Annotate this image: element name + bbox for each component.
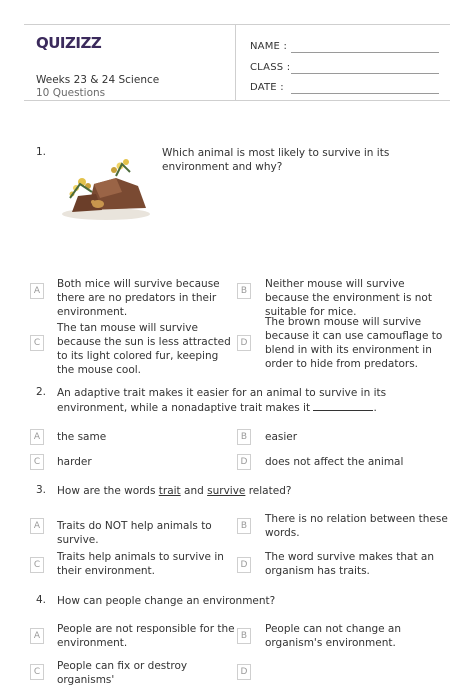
option-a-box[interactable]: A [30,283,44,299]
option-a-text: Traits do NOT help animals to survive. [57,520,212,546]
option-b-box[interactable]: B [237,429,251,445]
option-b-box[interactable]: B [237,628,251,644]
option-a-text: Both mice will survive because there are no predators in their environment. [57,278,220,318]
option-c-box[interactable]: C [30,335,44,351]
option-d-text: does not affect the animal [265,456,404,468]
option-a-box[interactable]: A [30,518,44,534]
class-field[interactable] [291,73,439,74]
underlined-word: survive [207,485,246,497]
option-d-box[interactable]: D [237,664,251,680]
header-divider [235,24,236,100]
option-b-box[interactable]: B [237,518,251,534]
option-c-text: Traits help animals to survive in their environment. [57,551,224,577]
option-a-text: the same [57,431,107,443]
mice-on-rocks-illustration [58,148,154,224]
name-label: NAME : [250,41,288,52]
option-d-box[interactable]: D [237,557,251,573]
question-text: How can people change an environment? [57,595,276,607]
option-d-box[interactable]: D [237,335,251,351]
option-b-text: People can not change an organism's environment. [265,623,402,649]
header-bottom-rule [24,100,450,101]
question-text: Which animal is most likely to survive in its environment and why? [162,147,390,173]
option-c-box[interactable]: C [30,454,44,470]
option-a-box[interactable]: A [30,628,44,644]
answer-blank [313,400,373,411]
name-field[interactable] [291,52,439,53]
date-field[interactable] [291,93,439,94]
option-c-text: The tan mouse will survive because the sun is less attracted to its light colored fur, keeping the mouse cool. [57,322,231,376]
option-c-box[interactable]: C [30,557,44,573]
quizizz-logo: QUIZIZZ [36,34,102,52]
option-c-text: harder [57,456,92,468]
option-a-text: People are not responsible for the environment. [57,623,235,649]
option-d-box[interactable]: D [237,454,251,470]
option-c-box[interactable]: C [30,664,44,680]
question-text: An adaptive trait makes it easier for an animal to survive in its environment, while a nonadaptive trait makes it . [57,387,387,414]
option-b-box[interactable]: B [237,283,251,299]
option-d-text: The word survive makes that an organism has traits. [265,551,434,577]
option-a-box[interactable]: A [30,429,44,445]
class-label: CLASS : [250,62,291,73]
question-text: How are the words trait and survive related? [57,485,292,497]
question-number: 1. [36,146,47,158]
question-number: 3. [36,484,47,496]
worksheet-header [0,0,474,120]
question-count: 10 Questions [36,87,106,99]
header-top-rule [24,24,450,25]
question-number: 2. [36,386,47,398]
question-number: 4. [36,594,47,606]
option-b-text: easier [265,431,298,443]
option-b-text: Neither mouse will survive because the environment is not suitable for mice. [265,278,432,318]
option-d-text: The brown mouse will survive because it can use camouflage to blend in with its environment in order to hide from predators. [265,316,443,370]
date-label: DATE : [250,82,284,93]
option-c-text: People can fix or destroy organisms' [57,660,188,686]
worksheet-title: Weeks 23 & 24 Science [36,74,160,86]
underlined-word: trait [158,485,181,497]
option-b-text: There is no relation between these words. [265,513,448,539]
